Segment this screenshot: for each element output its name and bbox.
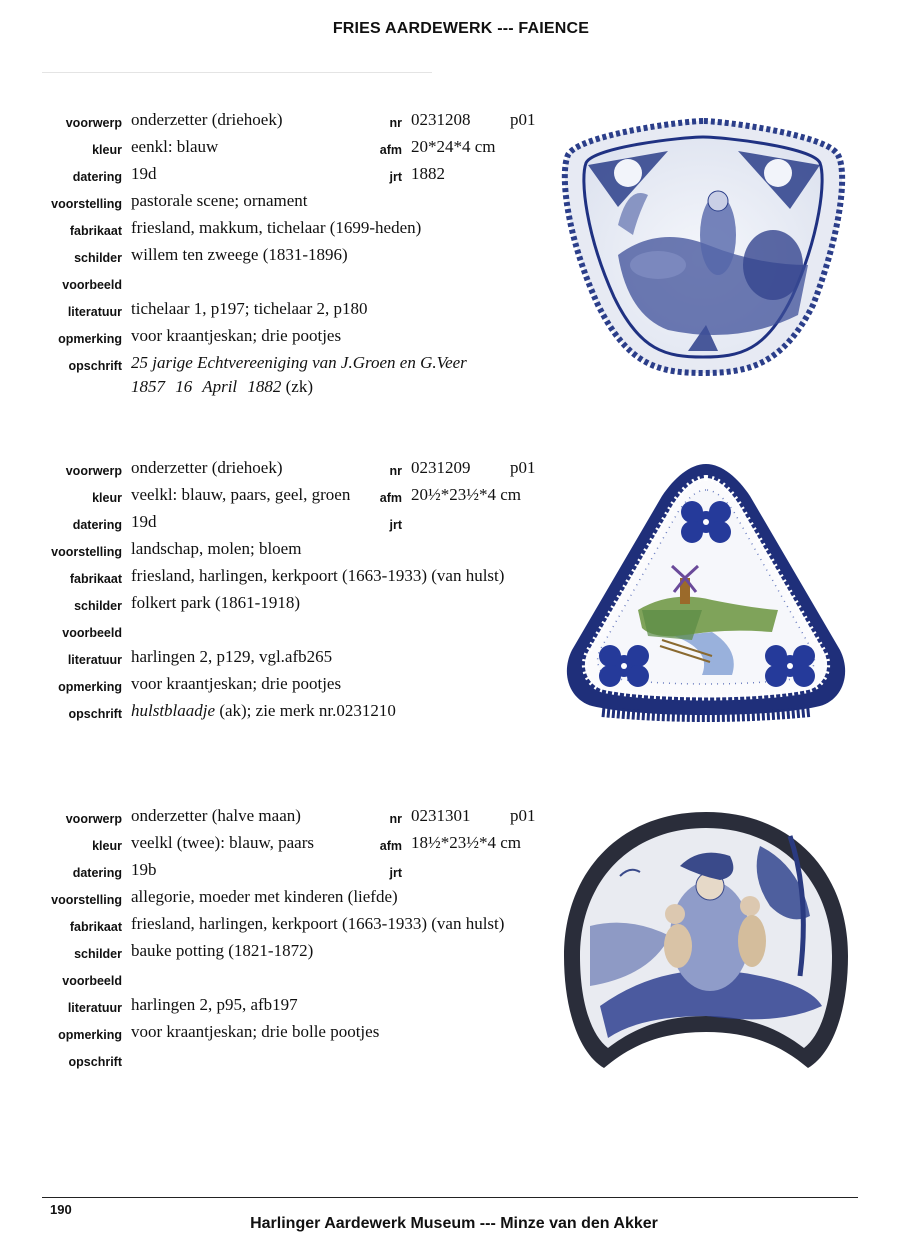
value-page: p01 — [510, 806, 536, 825]
value-opschrift — [131, 353, 467, 373]
label-opmerking: opmerking — [58, 680, 122, 694]
label-jrt: jrt — [389, 866, 402, 880]
value-afm: 20*24*4 cm — [411, 137, 496, 156]
label-literatuur: literatuur — [67, 305, 122, 319]
value-page: p01 — [510, 110, 536, 129]
photo-onderzetter-0231209 — [562, 460, 850, 728]
label-jrt: jrt — [389, 170, 402, 184]
value-literatuur: tichelaar 1, p197; tichelaar 2, p180 — [131, 299, 368, 318]
label-kleur: kleur — [92, 143, 122, 157]
value-opschrift — [131, 701, 396, 721]
label-datering: datering — [72, 866, 122, 880]
label-jrt: jrt — [389, 518, 402, 532]
value-jrt: 1882 — [411, 164, 445, 183]
value-kleur: veelkl (twee): blauw, paars — [131, 833, 314, 852]
photo-onderzetter-0231301 — [560, 806, 852, 1078]
label-opschrift: opschrift — [68, 707, 122, 721]
label-voorwerp: voorwerp — [65, 116, 122, 130]
label-opmerking: opmerking — [58, 332, 122, 346]
label-schilder: schilder — [74, 251, 122, 265]
label-voorbeeld: voorbeeld — [62, 278, 122, 292]
label-schilder: schilder — [74, 599, 122, 613]
value-datering: 19d — [131, 164, 157, 183]
value-nr: 0231301 — [411, 806, 471, 825]
value-schilder: willem ten zweege (1831-1896) — [131, 245, 348, 264]
page-header: FRIES AARDEWERK --- FAIENCE — [332, 20, 590, 37]
opschrift-line2-italic: 1857 16 April 1882 — [131, 377, 282, 396]
value-afm: 20½*23½*4 cm — [411, 485, 522, 504]
label-nr: nr — [389, 464, 402, 478]
value-schilder: bauke potting (1821-1872) — [131, 941, 314, 960]
opschrift-rest: (ak); zie merk nr.0231210 — [215, 701, 396, 720]
value-schilder: folkert park (1861-1918) — [131, 593, 301, 612]
label-literatuur: literatuur — [67, 1001, 122, 1015]
value-opmerking: voor kraantjeskan; drie pootjes — [131, 674, 342, 693]
label-datering: datering — [72, 518, 122, 532]
value-nr: 0231209 — [411, 458, 471, 477]
label-afm: afm — [379, 491, 402, 505]
value-datering: 19d — [131, 512, 157, 531]
opschrift-line2-rest: (zk) — [281, 377, 314, 396]
value-voorstelling: pastorale scene; ornament — [131, 191, 308, 210]
label-opschrift: opschrift — [68, 1055, 122, 1069]
label-fabrikaat: fabrikaat — [69, 920, 122, 934]
value-page: p01 — [510, 458, 536, 477]
value-voorwerp: onderzetter (driehoek) — [131, 110, 283, 129]
label-fabrikaat: fabrikaat — [69, 572, 122, 586]
value-kleur: veelkl: blauw, paars, geel, groen — [131, 485, 351, 504]
label-voorstelling: voorstelling — [51, 545, 122, 559]
value-opmerking: voor kraantjeskan; drie pootjes — [131, 326, 342, 345]
label-voorwerp: voorwerp — [65, 464, 122, 478]
value-kleur: eenkl: blauw — [131, 137, 219, 156]
label-nr: nr — [389, 116, 402, 130]
value-literatuur: harlingen 2, p129, vgl.afb265 — [131, 647, 333, 666]
value-literatuur: harlingen 2, p95, afb197 — [131, 995, 298, 1014]
label-voorbeeld: voorbeeld — [62, 974, 122, 988]
value-voorwerp: onderzetter (driehoek) — [131, 458, 283, 477]
label-literatuur: literatuur — [67, 653, 122, 667]
opschrift-italic: 25 jarige Echtvereeniging van J.Groen en G.Veer — [131, 353, 467, 372]
value-fabrikaat: friesland, harlingen, kerkpoort (1663-1933) (van hulst) — [131, 566, 505, 585]
label-voorstelling: voorstelling — [51, 197, 122, 211]
value-fabrikaat: friesland, harlingen, kerkpoort (1663-1933) (van hulst) — [131, 914, 505, 933]
page-footer: Harlinger Aardewerk Museum --- Minze van den Akker — [250, 1215, 658, 1232]
header-divider — [42, 72, 432, 73]
value-nr: 0231208 — [411, 110, 471, 129]
label-kleur: kleur — [92, 491, 122, 505]
label-voorbeeld: voorbeeld — [62, 626, 122, 640]
opschrift-italic: hulstblaadje — [131, 701, 216, 720]
label-afm: afm — [379, 839, 402, 853]
value-voorstelling: allegorie, moeder met kinderen (liefde) — [131, 887, 398, 906]
label-nr: nr — [389, 812, 402, 826]
value-datering: 19b — [131, 860, 157, 879]
label-schilder: schilder — [74, 947, 122, 961]
value-afm: 18½*23½*4 cm — [411, 833, 522, 852]
value-opschrift-line2 — [131, 377, 313, 397]
label-datering: datering — [72, 170, 122, 184]
footer-divider — [42, 1197, 858, 1198]
label-opschrift: opschrift — [68, 359, 122, 373]
value-voorstelling: landschap, molen; bloem — [131, 539, 302, 558]
value-voorwerp: onderzetter (halve maan) — [131, 806, 301, 825]
page-number: 190 — [50, 1202, 72, 1217]
label-voorstelling: voorstelling — [51, 893, 122, 907]
label-voorwerp: voorwerp — [65, 812, 122, 826]
label-fabrikaat: fabrikaat — [69, 224, 122, 238]
value-fabrikaat: friesland, makkum, tichelaar (1699-heden) — [131, 218, 422, 237]
label-kleur: kleur — [92, 839, 122, 853]
label-afm: afm — [379, 143, 402, 157]
value-opmerking: voor kraantjeskan; drie bolle pootjes — [131, 1022, 380, 1041]
label-opmerking: opmerking — [58, 1028, 122, 1042]
photo-onderzetter-0231208 — [558, 115, 848, 380]
